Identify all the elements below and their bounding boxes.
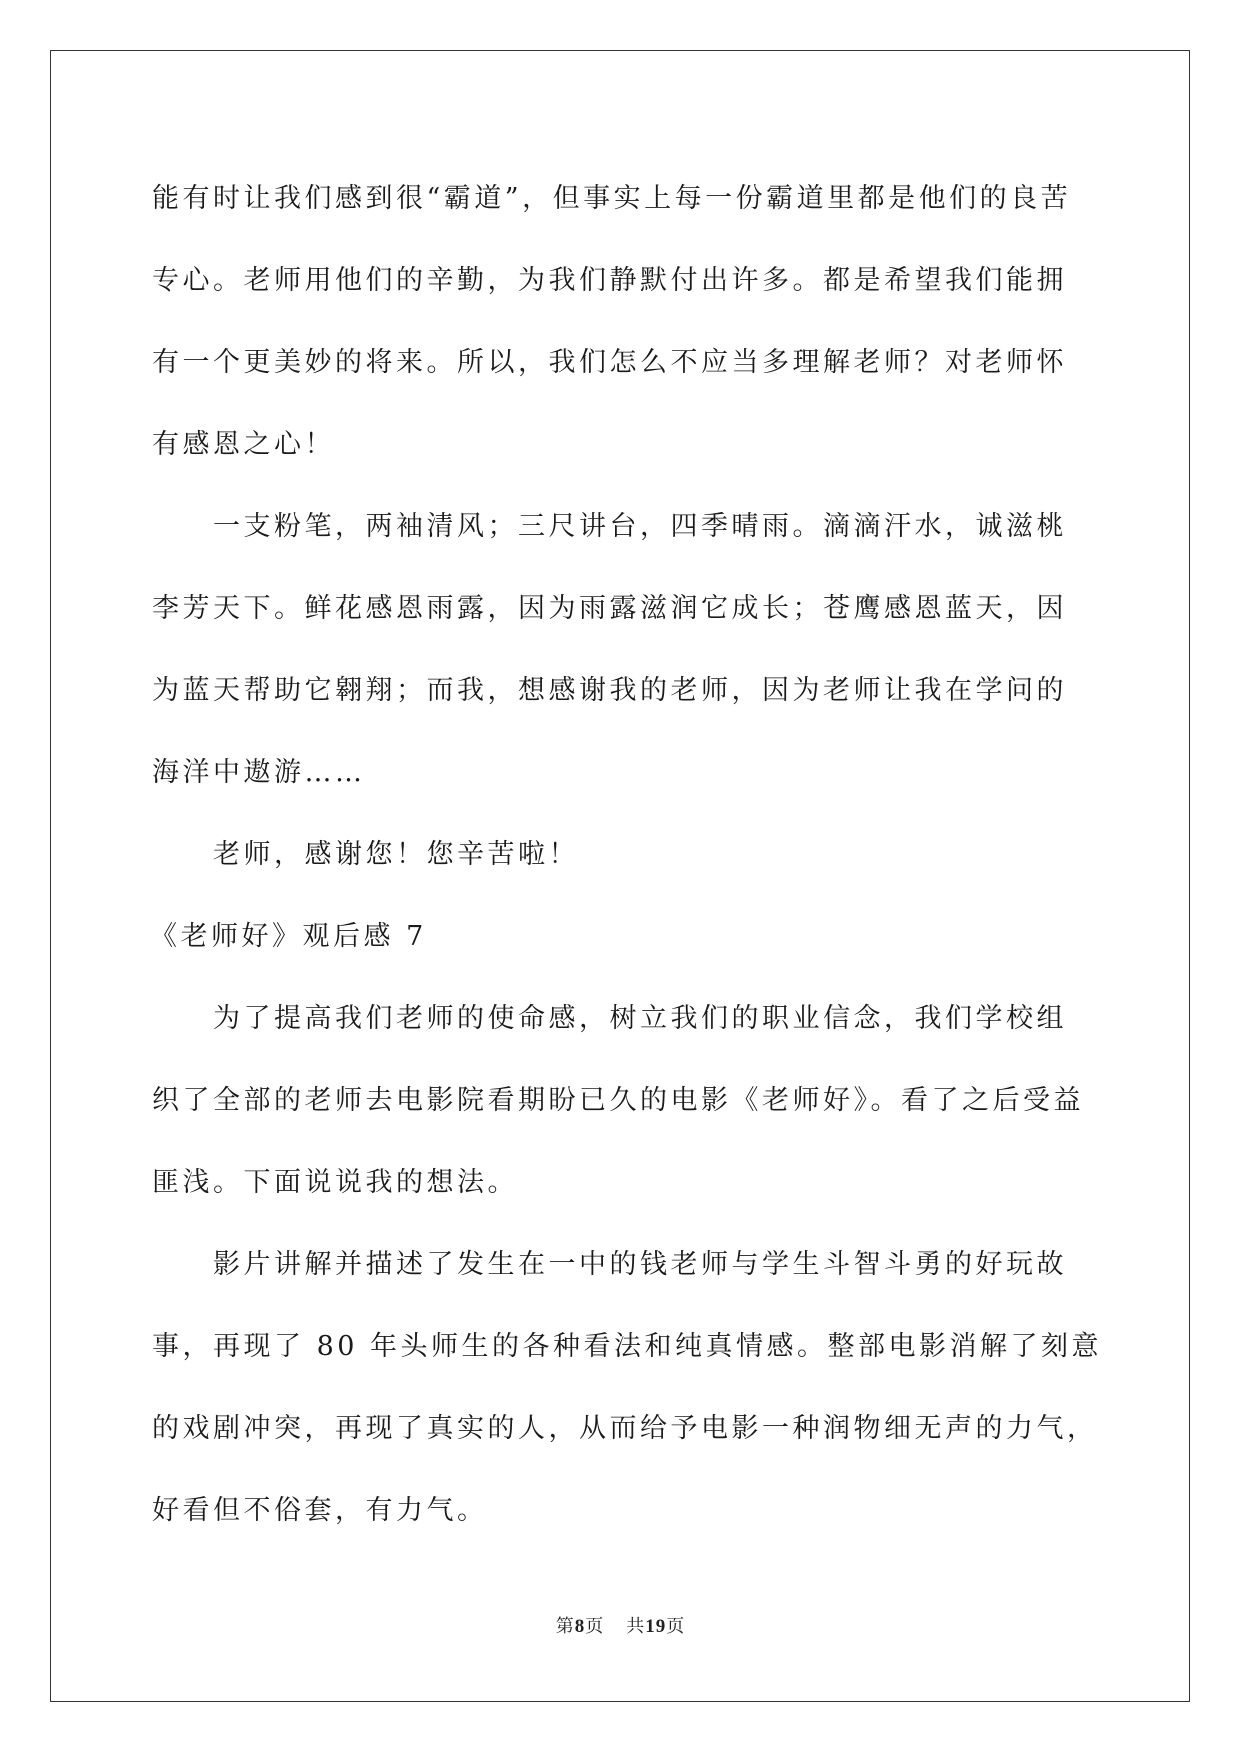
text-line: 的戏剧冲突，再现了真实的人，从而给予电影一种润物细无声的力气， <box>152 1413 1098 1444</box>
text-line: 李芳天下。鲜花感恩雨露，因为雨露滋润它成长；苍鹰感恩蓝天，因 <box>152 593 1067 624</box>
paragraph-first-line: 影片讲解并描述了发生在一中的钱老师与学生斗智斗勇的好玩故 <box>213 1249 1067 1280</box>
page-number: 8 <box>574 1616 586 1637</box>
total-suffix: 页 <box>666 1616 686 1637</box>
text-line: 事，再现了 80 年头师生的各种看法和纯真情感。整部电影消解了刻意 <box>152 1331 1103 1362</box>
page-suffix: 页 <box>585 1616 605 1637</box>
text-line: 专心。老师用他们的辛勤，为我们静默付出许多。都是希望我们能拥 <box>152 265 1067 296</box>
total-prefix: 共 <box>626 1616 646 1637</box>
text-line: 有感恩之心！ <box>152 429 335 460</box>
text-line: 有一个更美妙的将来。所以，我们怎么不应当多理解老师？对老师怀 <box>152 347 1067 378</box>
paragraph-first-line: 为了提高我们老师的使命感，树立我们的职业信念，我们学校组 <box>213 1003 1067 1034</box>
text-line: 好看但不俗套，有力气。 <box>152 1495 488 1526</box>
page-footer <box>0 1612 1241 1638</box>
text-line: 织了全部的老师去电影院看期盼已久的电影《老师好》。看了之后受益 <box>152 1085 1084 1116</box>
text-line: 为蓝天帮助它翱翔；而我，想感谢我的老师，因为老师让我在学问的 <box>152 675 1067 706</box>
text-line: 海洋中遨游…… <box>152 757 366 788</box>
section-heading: 《老师好》观后感 7 <box>150 921 427 952</box>
paragraph-first-line: 一支粉笔，两袖清风；三尺讲台，四季晴雨。滴滴汗水，诚滋桃 <box>213 511 1067 542</box>
text-line: 匪浅。下面说说我的想法。 <box>152 1167 518 1198</box>
text-line: 能有时让我们感到很“霸道”，但事实上每一份霸道里都是他们的良苦 <box>152 183 1072 214</box>
page-prefix: 第 <box>555 1616 575 1637</box>
document-body <box>150 158 1103 1552</box>
paragraph-first-line: 老师，感谢您！您辛苦啦！ <box>213 839 579 870</box>
total-pages: 19 <box>645 1616 667 1637</box>
